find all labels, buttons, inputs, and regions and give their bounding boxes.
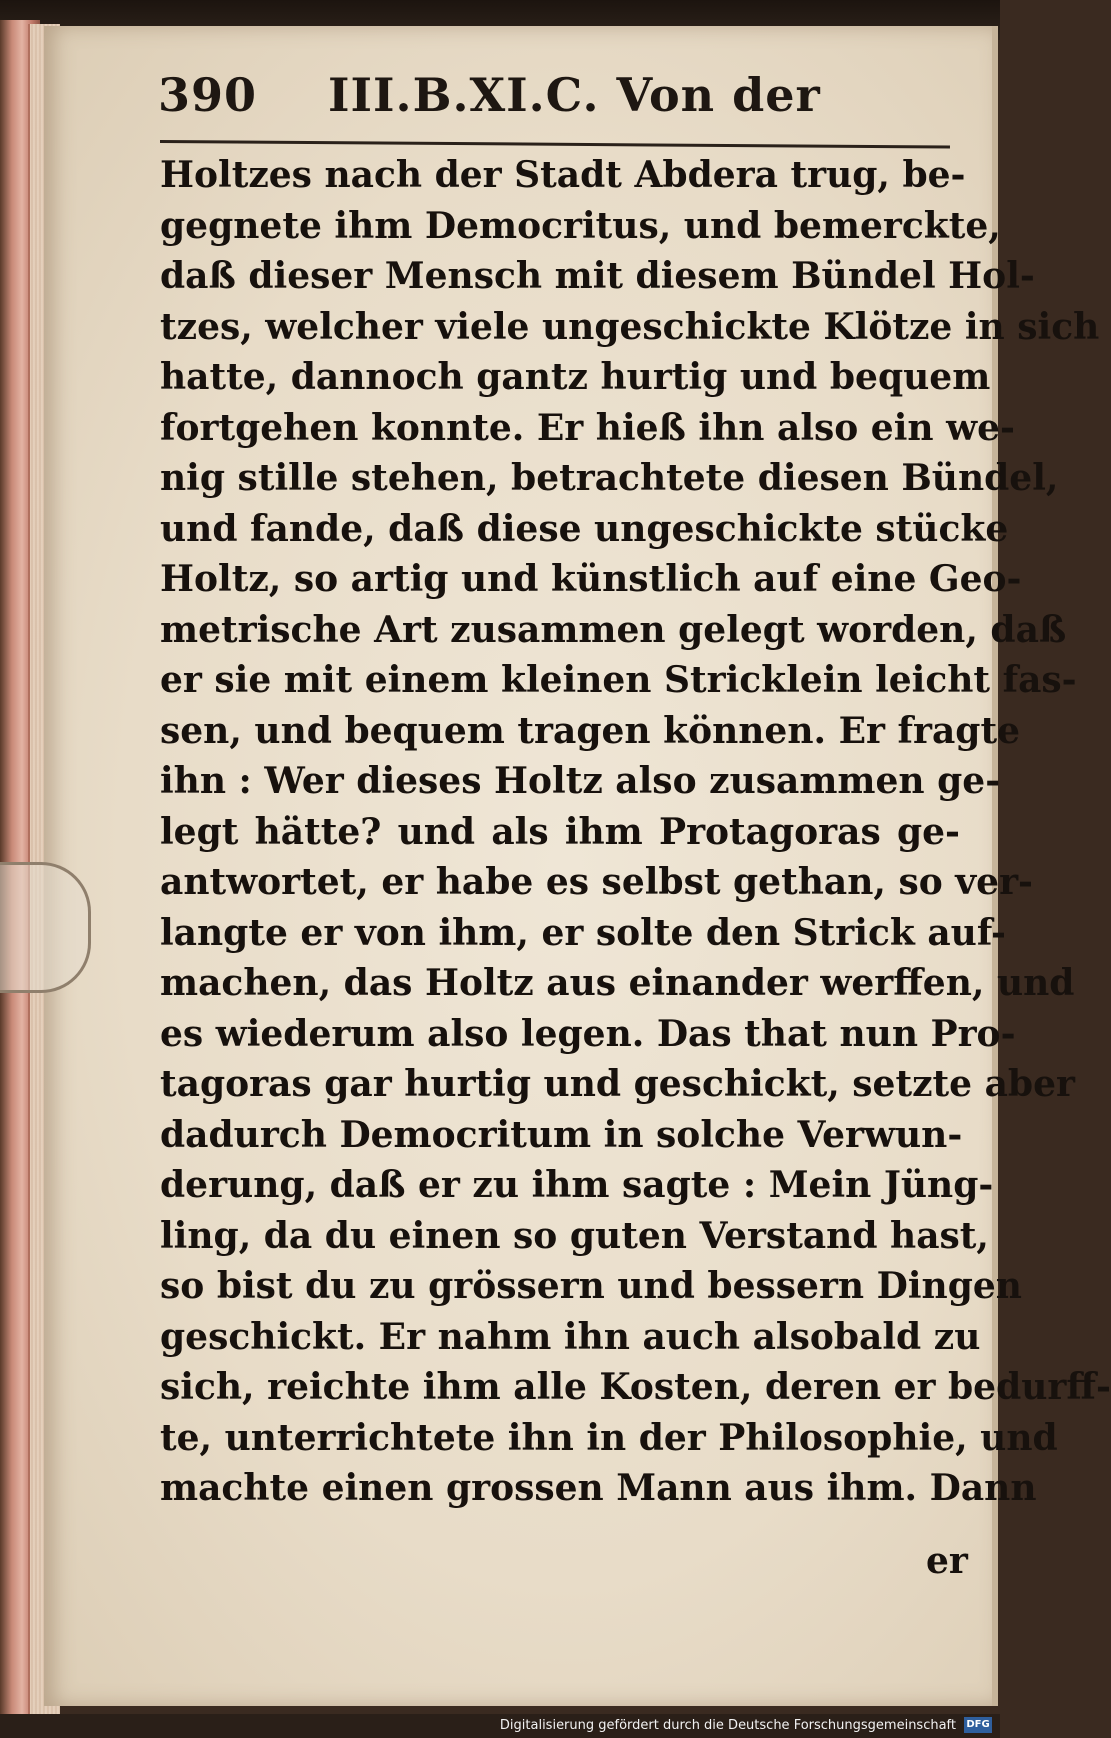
text-line: legt hätte? und als ihm Protagoras ge- bbox=[160, 810, 960, 853]
text-line: nig stille stehen, betrachtete diesen Bündel, bbox=[160, 457, 1059, 499]
text-line: sen, und bequem tragen können. Er fragte bbox=[160, 709, 1020, 752]
body-text bbox=[160, 150, 1111, 1514]
text-line: tzes, welcher viele ungeschickte Klötze in sich bbox=[160, 305, 1100, 348]
running-head: III.B.XI.C. Von der bbox=[328, 68, 821, 122]
text-line: ihn : Wer dieses Holtz also zusammen ge- bbox=[160, 760, 1001, 802]
text-line: Holtz, so artig und künstlich auf eine Geo- bbox=[160, 558, 1022, 600]
catchword: er bbox=[926, 1540, 968, 1582]
text-line: so bist du zu grössern und bessern Dingen bbox=[160, 1265, 1022, 1307]
dfg-logo: DFG bbox=[964, 1717, 992, 1733]
page-header bbox=[158, 68, 918, 138]
text-line: dadurch Democritum in solche Verwun- bbox=[160, 1113, 963, 1156]
text-line: tagoras gar hurtig und geschickt, setzte aber bbox=[160, 1063, 1075, 1105]
text-line: te, unterrichtete ihn in der Philosophie, und bbox=[160, 1416, 1058, 1459]
text-line: daß dieser Mensch mit diesem Bündel Hol- bbox=[160, 255, 1035, 297]
text-line: langte er von ihm, er solte den Strick auf- bbox=[160, 911, 1006, 954]
page-number: 390 bbox=[158, 68, 258, 122]
text-line: fortgehen konnte. Er hieß ihn also ein we- bbox=[160, 406, 1015, 449]
text-line: er sie mit einem kleinen Stricklein leicht fas- bbox=[160, 659, 1077, 701]
digitization-credit: Digitalisierung gefördert durch die Deutsche Forschungsgemeinschaft bbox=[499, 1718, 956, 1733]
text-line: derung, daß er zu ihm sagte : Mein Jüng- bbox=[160, 1164, 994, 1206]
text-line: hatte, dannoch gantz hurtig und bequem bbox=[160, 356, 991, 398]
text-line: metrische Art zusammen gelegt worden, daß bbox=[160, 608, 1067, 651]
text-line: Holtzes nach der Stadt Abdera trug, be- bbox=[160, 154, 966, 196]
text-line: und fande, daß diese ungeschickte stücke bbox=[160, 507, 1009, 550]
text-line: es wiederum also legen. Das that nun Pro- bbox=[160, 1012, 1016, 1055]
text-line: antwortet, er habe es selbst gethan, so ver- bbox=[160, 861, 1033, 903]
text-line: sich, reichte ihm alle Kosten, deren er bedurff- bbox=[160, 1366, 1111, 1408]
text-line: gegnete ihm Democritus, und bemerckte, bbox=[160, 204, 1001, 247]
text-line: geschickt. Er nahm ihn auch alsobald zu bbox=[160, 1315, 981, 1358]
text-line: ling, da du einen so guten Verstand hast, bbox=[160, 1214, 989, 1257]
text-line: machte einen grossen Mann aus ihm. Dann bbox=[160, 1467, 1037, 1509]
text-line: machen, das Holtz aus einander werffen, und bbox=[160, 962, 1075, 1004]
page-marker-tab bbox=[0, 862, 91, 993]
